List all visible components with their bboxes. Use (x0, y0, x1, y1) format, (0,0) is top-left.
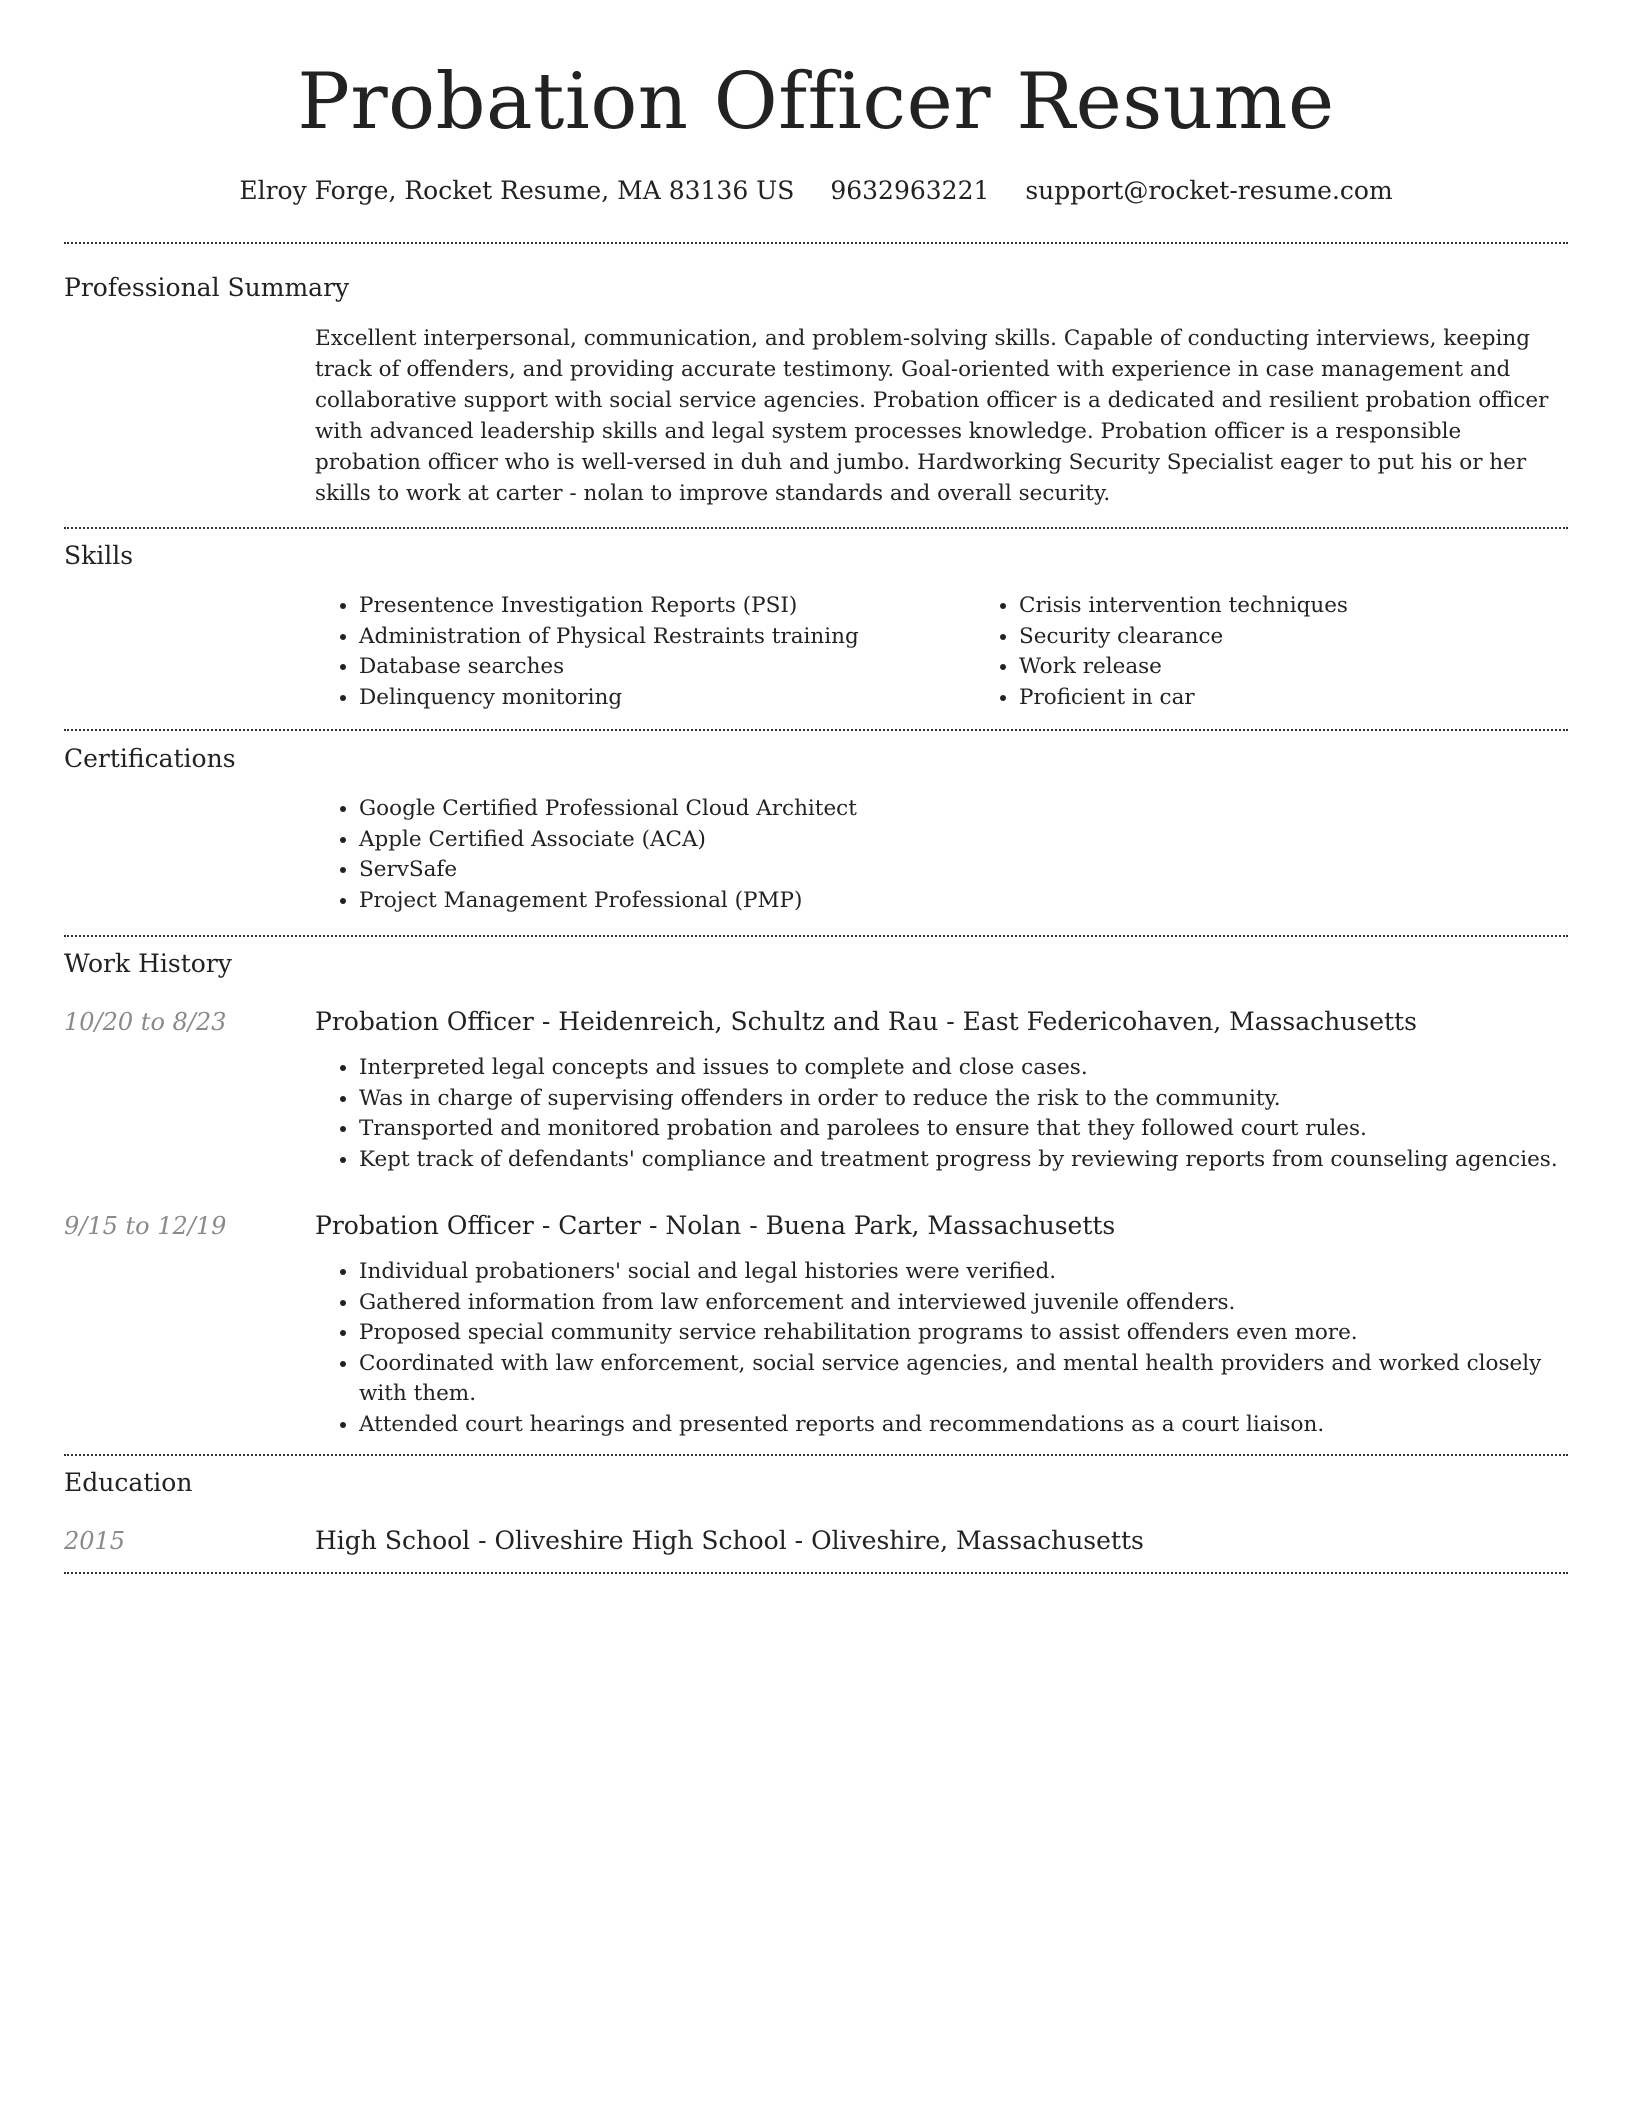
skill-item: • Crisis intervention techniques (1019, 591, 1632, 622)
contact-phone: 9632963221 (830, 176, 990, 205)
certifications-section (64, 742, 1568, 916)
skill-item: • Administration of Physical Restraints training (359, 622, 975, 653)
summary-section (64, 271, 1568, 509)
job-bullet: • Gathered information from law enforcement and interviewed juvenile offenders. (359, 1288, 1568, 1319)
job-bullet: • Attended court hearings and presented reports and recommendations as a court liaison. (359, 1410, 1568, 1441)
education-section (64, 1466, 1568, 1558)
job-title (315, 1005, 1568, 1039)
skills-heading: Skills (64, 541, 134, 570)
contact-email: support@rocket-resume.com (1025, 176, 1393, 205)
skill-item: • Proficient in car (1019, 683, 1632, 714)
job-bullet: • Interpreted legal concepts and issues to complete and close cases. (359, 1053, 1568, 1084)
education-degree: High School (315, 1526, 471, 1555)
skills-row (64, 591, 1568, 713)
divider (64, 527, 1568, 529)
work-section (64, 947, 1568, 1440)
certifications-left-spacer (64, 794, 315, 916)
contact-line (64, 174, 1568, 208)
education-title (315, 1524, 1568, 1558)
skill-item: • Work release (1019, 652, 1632, 683)
skills-list-left (315, 591, 975, 713)
job-body (315, 1209, 1568, 1440)
education-heading: Education (64, 1468, 193, 1497)
certification-item: • Project Management Professional (PMP) (359, 886, 1568, 917)
job-role: Probation Officer (315, 1211, 534, 1240)
skill-item: • Database searches (359, 652, 975, 683)
job-employer: - Heidenreich, Schultz and Rau - East Federicohaven, Massachusetts (533, 1007, 1417, 1036)
job-entry (64, 1209, 1568, 1440)
job-bullet: • Transported and monitored probation and parolees to ensure that they followed court rules. (359, 1114, 1568, 1145)
education-body (315, 1524, 1568, 1558)
education-year: 2015 (64, 1527, 126, 1555)
resume-title: Probation Officer Resume (297, 57, 1335, 147)
summary-row (64, 323, 1568, 509)
job-body (315, 1005, 1568, 1175)
summary-text: Excellent interpersonal, communication, and problem-solving skills. Capable of conducting interviews, keeping track of offenders, and providing accurate testimony. Goal-oriented with experience in case management and collaborative support with social service agencies. Probation officer is a dedicated and resilient probation officer with advanced leadership skills and legal system processes knowledge. Probation officer is a responsible probation officer who is well-versed in duh and jumbo. Hardworking Security Specialist eager to put his or her skills to work at carter - nolan to improve standards and overall security. (315, 326, 1549, 506)
job-bullet: • Kept track of defendants' compliance and treatment progress by reviewing reports from counseling agencies. (359, 1145, 1568, 1176)
job-title (315, 1209, 1568, 1243)
education-entry (64, 1524, 1568, 1558)
skill-item: • Presentence Investigation Reports (PSI) (359, 591, 975, 622)
job-role: Probation Officer (315, 1007, 534, 1036)
job-bullet: • Was in charge of supervising offenders in order to reduce the risk to the community. (359, 1084, 1568, 1115)
job-entry (64, 1005, 1568, 1175)
job-dates: 9/15 to 12/19 (64, 1212, 227, 1240)
job-bullet: • Coordinated with law enforcement, social service agencies, and mental health providers and worked closely with them. (359, 1349, 1568, 1410)
job-bullets (315, 1257, 1568, 1440)
skills-list-right (975, 591, 1632, 713)
job-bullet: • Individual probationers' social and legal histories were verified. (359, 1257, 1568, 1288)
skills-section (64, 539, 1568, 713)
certifications-body (315, 794, 1568, 916)
job-dates: 10/20 to 8/23 (64, 1008, 227, 1036)
job-bullets (315, 1053, 1568, 1175)
certifications-heading: Certifications (64, 744, 236, 773)
divider (64, 935, 1568, 937)
certification-item: • Google Certified Professional Cloud Architect (359, 794, 1568, 825)
skill-item: • Security clearance (1019, 622, 1632, 653)
skills-grid (315, 591, 1632, 713)
summary-heading: Professional Summary (64, 273, 350, 302)
skills-left-spacer (64, 591, 315, 713)
job-employer: - Carter - Nolan - Buena Park, Massachusetts (533, 1211, 1116, 1240)
summary-left-spacer (64, 323, 315, 509)
skill-item: • Delinquency monitoring (359, 683, 975, 714)
work-heading: Work History (64, 949, 232, 978)
certification-item: • ServSafe (359, 855, 1568, 886)
divider (64, 242, 1568, 244)
contact-address: Elroy Forge, Rocket Resume, MA 83136 US (239, 176, 795, 205)
certification-item: • Apple Certified Associate (ACA) (359, 825, 1568, 856)
education-school: - Oliveshire High School - Oliveshire, Massachusetts (470, 1526, 1144, 1555)
divider (64, 1454, 1568, 1456)
divider (64, 1572, 1568, 1574)
certifications-row (64, 794, 1568, 916)
job-bullet: • Proposed special community service rehabilitation programs to assist offenders even more. (359, 1318, 1568, 1349)
summary-body (315, 323, 1568, 509)
certifications-list (315, 794, 1568, 916)
divider (64, 729, 1568, 731)
